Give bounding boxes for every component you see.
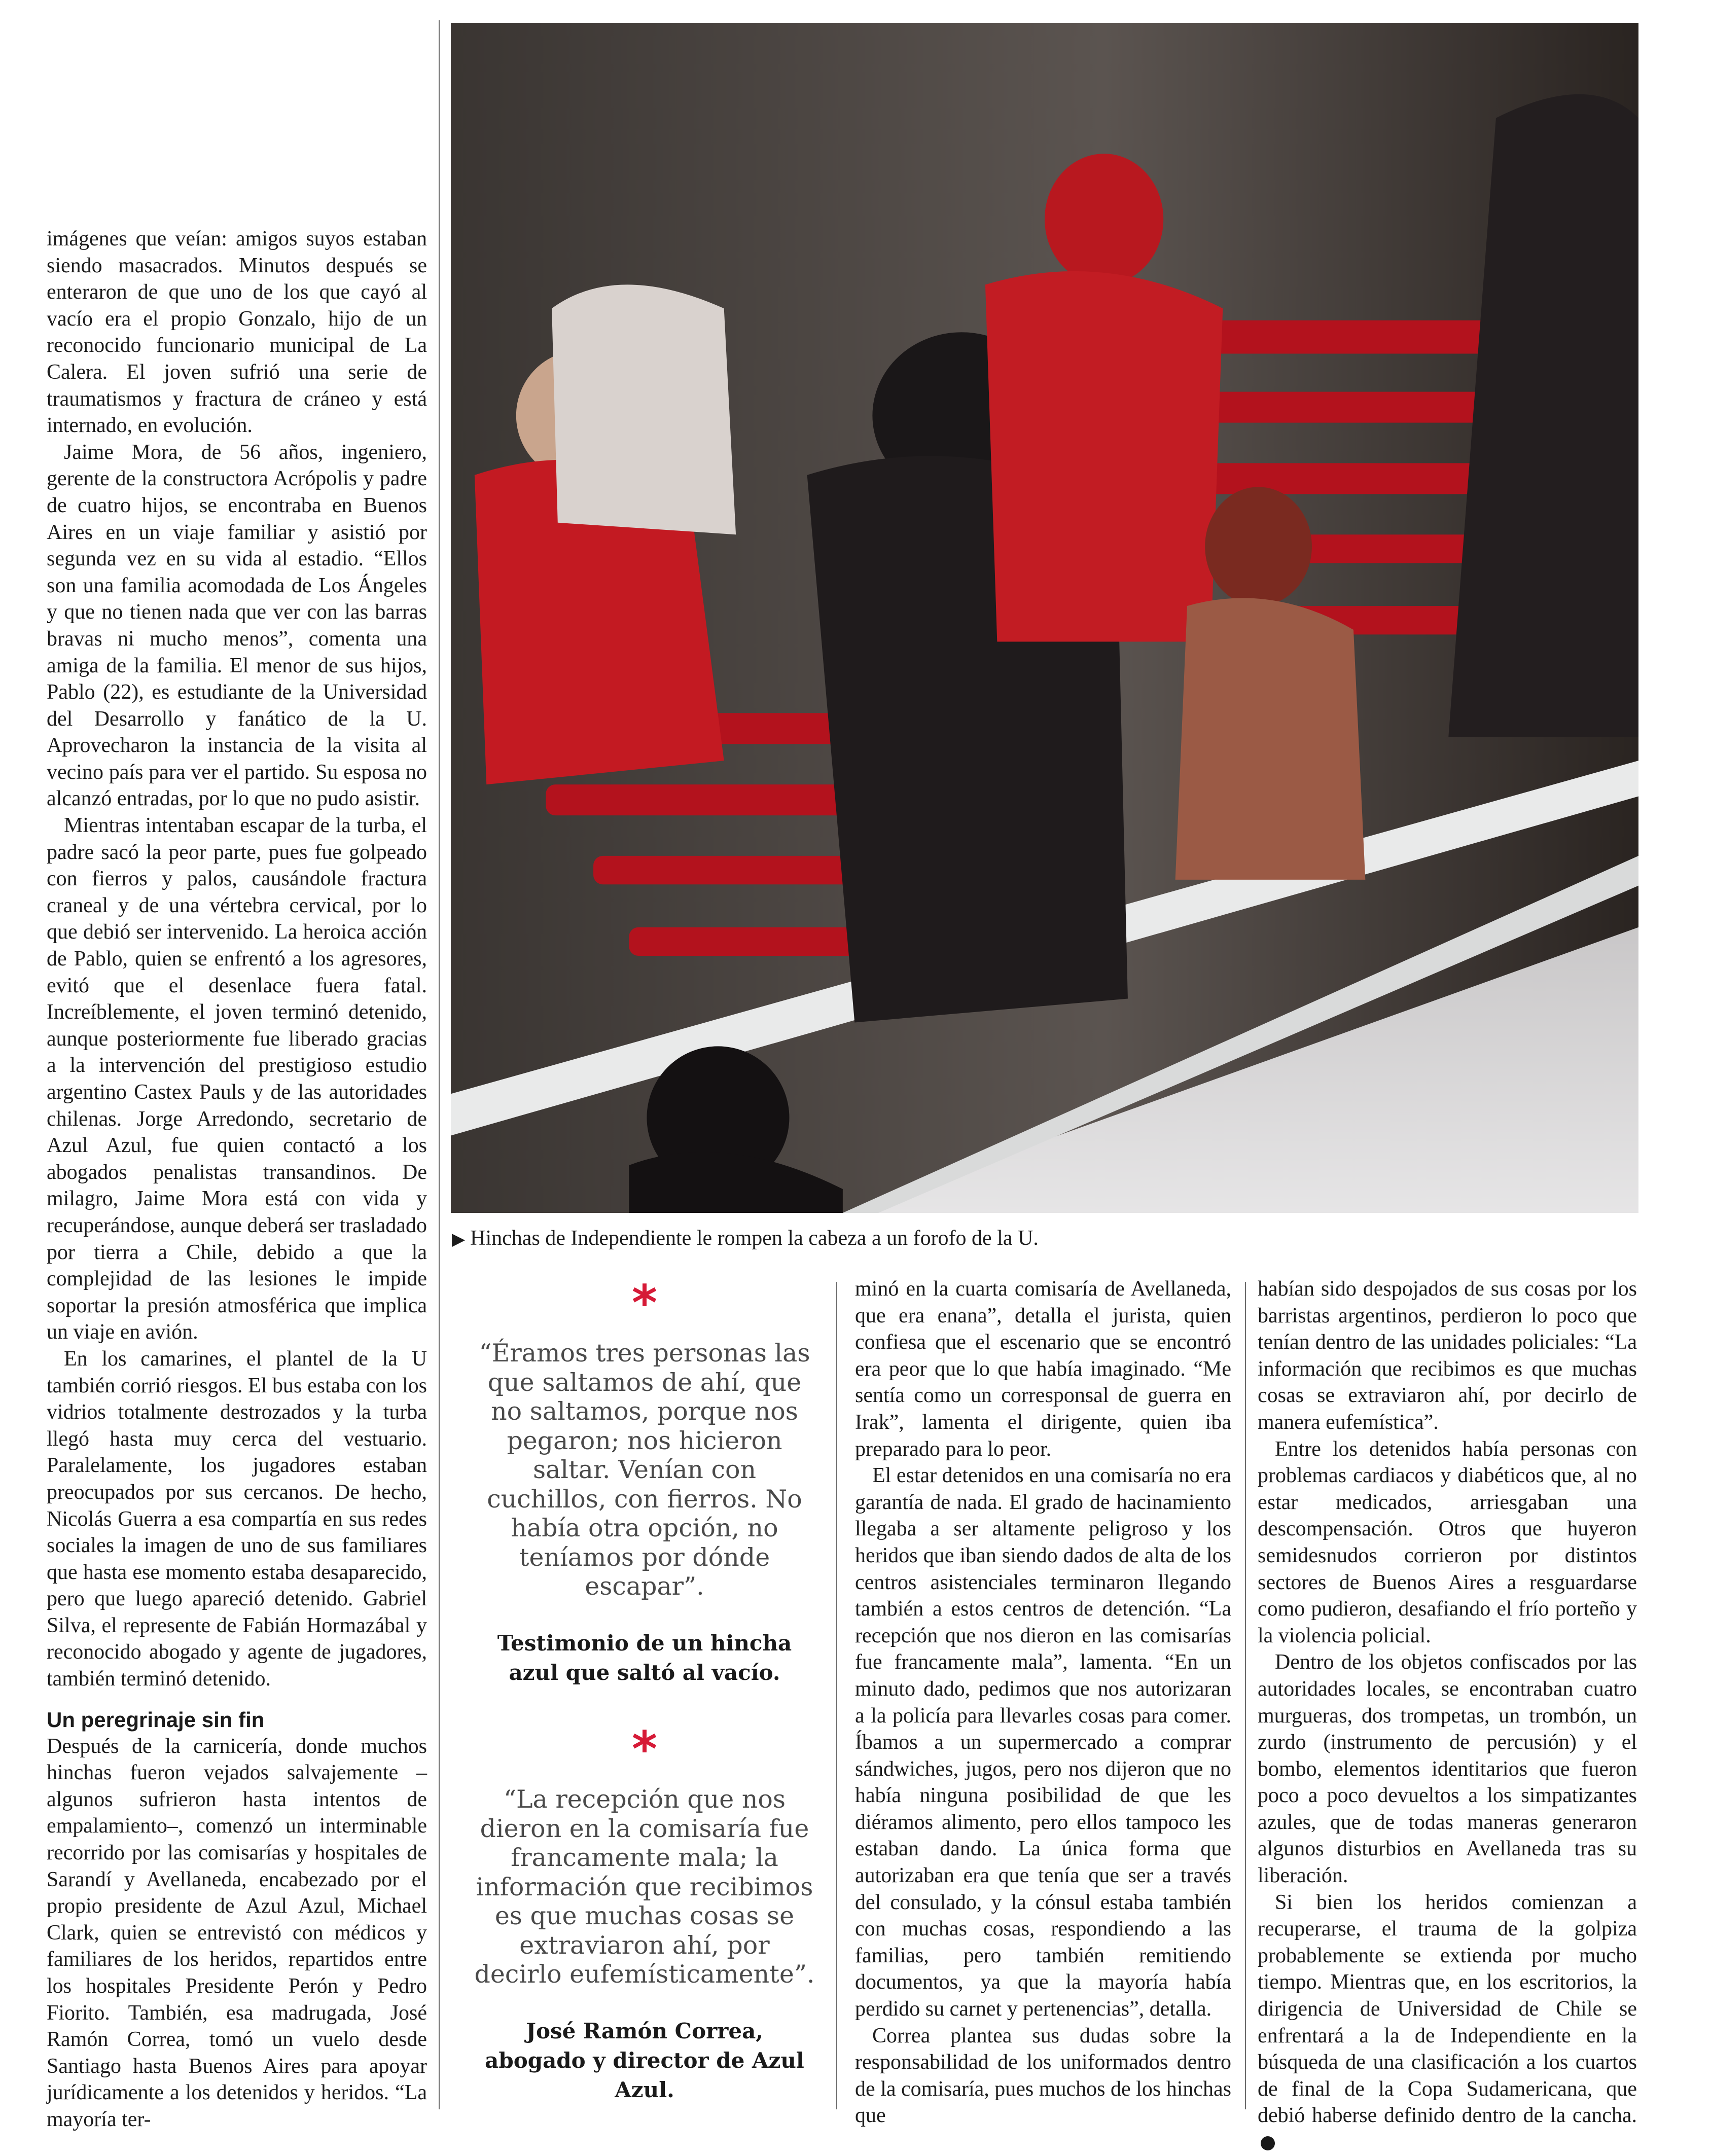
article-column-1: [47, 226, 427, 2133]
triangle-right-icon: ▶: [452, 1230, 466, 1249]
article-column-3: [855, 1276, 1231, 2129]
asterisk-icon: *: [631, 1721, 658, 1778]
paragraph: Correa plantea sus dudas sobre la responsabilidad de los uniformados dentro de la comisaría, pues muchos de los hinchas que: [855, 2024, 1231, 2128]
paragraph: Después de la carnicería, donde muchos hinchas fueron vejados salvajemente –algunos sufrieron hasta intentos de empalamiento–, comenzó un interminable recorrido por las comisarías y hospitales de Sarandí y Avellaneda, encabezado por el propio presidente de Azul Azul, Michael Clark, quien se entrevistó con médicos y familiares de los heridos, repartidos entre los hospitales Presidente Perón y Pedro Fiorito. También, esa madrugada, José Ramón Correa, tomó un vuelo desde Santiago hasta Buenos Aires para apoyar jurídicamente a los detenidos y heridos. “La mayoría ter-: [47, 1734, 427, 2131]
paragraph: [1258, 1889, 1637, 2156]
paragraph: El estar detenidos en una comisaría no era garantía de nada. El grado de hacinamiento llegaba a ser altamente peligroso y los heridos que iban siendo dados de alta de los centros asistenciales terminaron llegando también a estos centros de detención. “La recepción que nos dieron en las comisarías fue francamente mala”, lamenta. “En un minuto dado, pedimos que nos autorizaran a la policía para llevarles cosas para comer. Íbamos a un supermercado a comprar sándwiches, jugos, pero nos dijeron que no había ninguna posibilidad de que les diéramos alimento, pero ellos tampoco les estaban dando. La única forma que autorizaban era que tenía que ser a través del consulado, y la cónsul estaba también con muchas cosas, respondiendo a las familias, pero también remitiendo documentos, ya que la mayoría había perdido su carnet y pertenencias”, detalla.: [855, 1464, 1231, 2021]
quote-text: “La recepción que nos dieron en la comisaría fue francamente mala; la información que recibimos es que muchas cosas se extraviaron ahí, por decirlo eufemísticamente”.: [474, 1785, 815, 1989]
photo-caption: [452, 1225, 1638, 1253]
paragraph: Mientras intentaban escapar de la turba, el padre sacó la peor parte, pues fue golpeado con fierros y palos, causándole fractura craneal y de una vértebra cervical, por lo que debió ser intervenido. La heroica acción de Pablo, quien se enfrentó a los agresores, evitó que el desenlace fuera fatal. Increíblemente, el joven terminó detenido, aunque posteriormente fue liberado gracias a la intervención del prestigioso estudio argentino Castex Pauls y de las autoridades chilenas. Jorge Arredondo, secretario de Azul Azul, fue quien contactó a los abogados penalistas transandinos. De milagro, Jaime Mora está con vida y recuperándose, aunque deberá ser trasladado por tierra a Chile, debido a que la complejidad de las lesiones le impide soportar la presión atmosférica que implica un viaje en avión.: [47, 814, 427, 1344]
caption-text: Hinchas de Independiente le rompen la cabeza a un forofo de la U.: [470, 1227, 1039, 1250]
paragraph: Entre los detenidos había personas con problemas cardiacos y diabéticos que, al no estar medicados, arriesgaban una descompensación. Otros que huyeron semidesnudos corrieron por distintos sectores de Buenos Aires a resguardarse como pudieron, desafiando el frío porteño y la violencia policial.: [1258, 1437, 1637, 1647]
column-divider: [439, 20, 440, 2109]
paragraph: habían sido despojados de sus cosas por los barristas argentinos, perdieron lo poco que tenían dentro de las unidades policiales: “La información que recibimos es que muchas cosas se extraviaron ahí, por decirlo de manera eufemística”.: [1258, 1277, 1637, 1434]
quote-source: Testimonio de un hincha azul que saltó al vacío.: [497, 1630, 792, 1685]
quote-source: José Ramón Correa, abogado y director de Azul Azul.: [485, 2018, 804, 2102]
pull-quote: [474, 1721, 815, 2105]
news-photo: [451, 23, 1638, 1213]
pull-quote: [474, 1275, 815, 1687]
quote-text: “Éramos tres personas las que saltamos de ahí, que no saltamos, porque nos pegaron; nos hicieron saltar. Venían con cuchillos, con fierros. No había otra opción, no teníamos por dónde escapar”.: [479, 1339, 810, 1601]
end-of-article-icon: [1261, 2136, 1275, 2150]
column-divider: [836, 1282, 837, 2109]
paragraph: Jaime Mora, de 56 años, ingeniero, gerente de la constructora Acrópolis y padre de cuatro hijos, se encontraba en Buenos Aires en un viaje familiar y asistió por segunda vez en su vida al estadio. “Ellos son una familia acomodada de Los Ángeles y que no tienen nada que ver con las barras bravas ni mucho menos”, comenta una amiga de la familia. El menor de sus hijos, Pablo (22), es estudiante de la Universidad del Desarrollo y fanático de la U. Aprovecharon la instancia de la visita al vecino país para ver el partido. Su esposa no alcanzó entradas, por lo que no pudo asistir.: [47, 440, 427, 811]
subheading: Un peregrinaje sin fin: [47, 1707, 265, 1732]
paragraph: Dentro de los objetos confiscados por las autoridades locales, se encontraban cuatro murgueras, dos trompetas, un trombón, un zurdo (instrumento de percusión) y el bombo, elementos identitarios que fueron poco a poco devueltos a los simpatizantes azules, que de todas maneras generaron algunos disturbios en Avellaneda tras su liberación.: [1258, 1650, 1637, 1888]
paragraph-text: Si bien los heridos comienzan a recuperarse, el trauma de la golpiza probablemente se extienda por mucho tiempo. Mientras que, en los escritorios, la dirigencia de Universidad de Chile se enfrentará a la de Independiente en la búsqueda de una clasificación a los cuartos de final de la Copa Sudamericana, que debió haberse definido dentro de la cancha.: [1258, 1890, 1637, 2128]
article-column-4: [1258, 1276, 1637, 2156]
asterisk-icon: *: [631, 1275, 658, 1332]
paragraph: imágenes que veían: amigos suyos estaban siendo masacrados. Minutos después se enteraron de que uno de los que cayó al vacío era el propio Gonzalo, hijo de un reconocido funcionario municipal de La Calera. El joven sufrió una serie de traumatismos y fractura de cráneo y está internado, en evolución.: [47, 227, 427, 438]
column-divider: [1245, 1282, 1246, 2109]
paragraph: En los camarines, el plantel de la U también corrió riesgos. El bus estaba con los vidrios totalmente destrozados y la turba llegó hasta muy cerca del vestuario. Paralelamente, los jugadores estaban preocupados por sus cercanos. De hecho, Nicolás Guerra a esa compartía en sus redes sociales la imagen de uno de sus familiares que hasta ese momento estaba desaparecido, pero que luego apareció detenido. Gabriel Silva, el represente de Fabián Hormazábal y reconocido abogado y agente de jugadores, también terminó detenido.: [47, 1347, 427, 1691]
paragraph: minó en la cuarta comisaría de Avellaneda, que era enana”, detalla el jurista, quien confiesa que el escenario que se encontró era peor que lo que había imaginado. “Me sentía como un corresponsal de guerra en Irak”, lamenta el dirigente, quien iba preparado para lo peor.: [855, 1277, 1231, 1461]
